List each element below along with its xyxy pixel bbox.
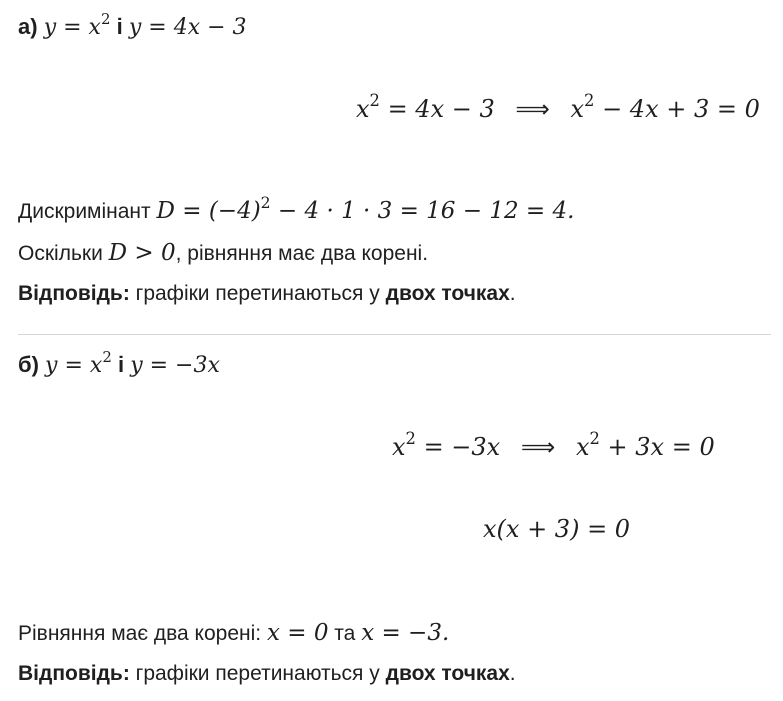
section-divider <box>18 334 771 335</box>
part-a-label: а) <box>18 14 38 39</box>
part-b-roots: Рівняння має два корені: x = 0 та x = −3. <box>18 620 450 646</box>
part-b-factored: x(x + 3) = 0 <box>483 515 631 543</box>
part-b-label: б) <box>18 352 39 377</box>
implies-arrow: ⟹ <box>520 434 556 461</box>
part-b-header <box>18 348 220 378</box>
part-a-answer: Відповідь: графіки перетинаються у двох точках. <box>18 282 516 305</box>
part-a-func2: y = 4x − 3 <box>128 15 247 40</box>
part-a-header <box>18 10 247 40</box>
part-b-func2: y = −3x <box>130 353 220 378</box>
part-a-since: Оскільки D > 0, рівняння має два корені. <box>18 240 429 266</box>
part-a-conj: і <box>116 14 123 39</box>
part-a-equation: $x^2 = 4x - 3$ ⟹ $x^2 - 4x + 3 = 0$ <box>356 91 760 123</box>
part-b-func1: $y = x^2$ <box>45 348 112 378</box>
part-b-equation: $x^2 = -3x$ ⟹ $x^2 + 3x = 0$ <box>392 429 715 461</box>
part-b-answer: Відповідь: графіки перетинаються у двох точках. <box>18 662 516 685</box>
part-b-conj: і <box>117 352 125 377</box>
part-a-func1: $y = x^2$ <box>43 10 111 40</box>
implies-arrow: ⟹ <box>515 96 550 123</box>
part-a-discriminant: Дискримінант $D = (-4)^2 - 4 \cdot 1 \cdot 3 = 16 - 12 = 4$. <box>18 192 575 224</box>
